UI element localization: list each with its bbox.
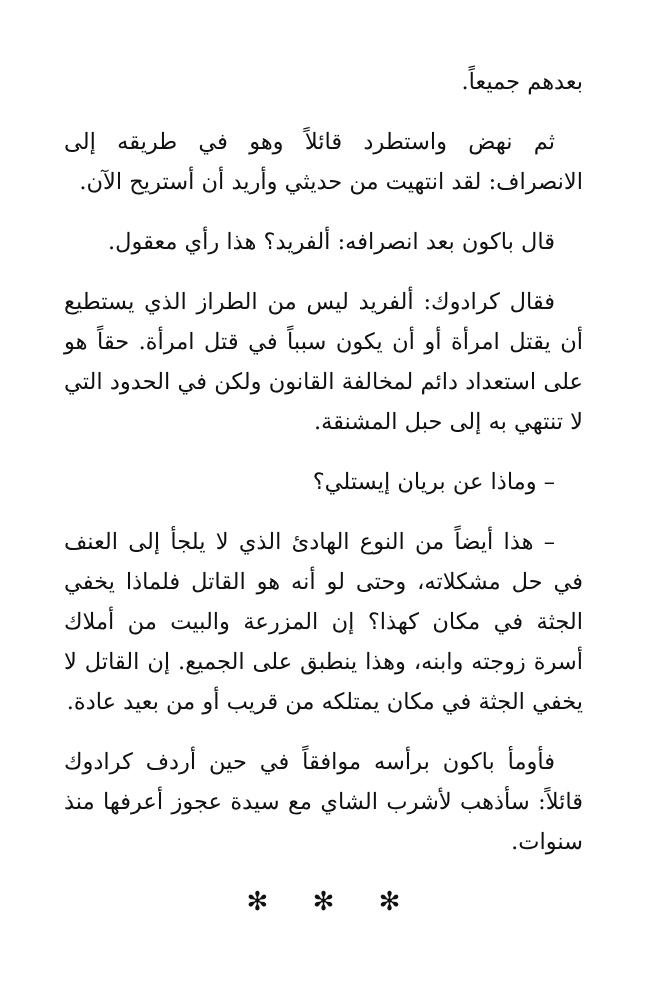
paragraph-bacon-remark: قال باكون بعد انصرافه: ألفريد؟ هذا رأي معقول. [107,229,555,255]
section-separator: ✻ ✻ ✻ [246,887,419,917]
paragraph-brian-answer: – هذا أيضاً من النوع الهادئ الذي لا يلجأ إلى العنف في حل مشكلاته، وحتى لو أنه هو القاتل فلماذا يخفي الجثة في مكان كهذا؟ إن المزرعة والبيت من أملاك أسرة زوجته وابنه، وهذا ينطبق على الجميع. إن القاتل لا يخفي الجثة في مكان يمتلكه من قريب أو من بعيد عادة. [64,529,583,715]
paragraph-continuation: بعدهم جميعاً. [461,69,583,95]
paragraph-craddock-alfred: فقال كرادوك: ألفريد ليس من الطراز الذي يستطيع أن يقتل امرأة أو أن يكون سبباً في قتل امرأة. حقاً هو على استعداد دائم لمخالفة القانون ولكن في الحدود التي لا تنتهي به إلى حبل المشنقة. [64,289,583,435]
paragraph-departure: ثم نهض واستطرد قائلاً وهو في طريقه إلى الانصراف: لقد انتهيت من حديثي وأريد أن أستريح الآن. [64,129,583,195]
paragraph-tea-visit: فأومأ باكون برأسه موافقاً في حين أردف كرادوك قائلاً: سأذهب لأشرب الشاي مع سيدة عجوز أعرفها منذ سنوات. [64,749,583,855]
paragraph-brian-question: – وماذا عن بريان إيستلي؟ [312,469,555,495]
page-text [64,62,583,922]
